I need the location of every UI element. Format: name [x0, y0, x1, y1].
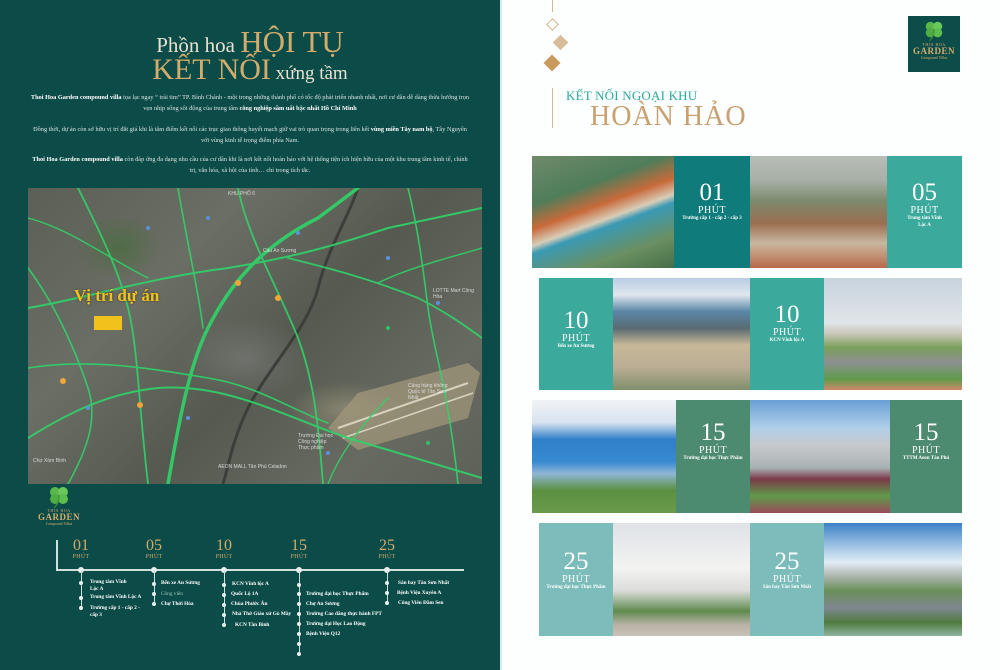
project-location-marker[interactable] [94, 316, 122, 330]
hero-title-plain: Phồn hoa [156, 33, 241, 57]
timeline-item: Trường đại học Thực Phẩm [306, 591, 369, 597]
clover-icon [923, 18, 945, 42]
an-suong-bus-station-photo [613, 278, 750, 390]
tile-place: Trường cấp 1 - cấp 2 - cấp 3 [682, 216, 742, 221]
timeline-dot [297, 652, 301, 656]
timeline-item: Bến xe An Sương [161, 580, 200, 586]
timeline-dot [297, 642, 301, 646]
timeline-dot [385, 591, 389, 595]
hero-title-accent: HỘI TỤ [240, 24, 344, 59]
intro-text: Đồng thời, dự án còn sở hữu vị trí đắt giá khi là tâm điểm kết nối các trục giao thông huyết mạch giữ vai trò quan trọng trong liên kết [33, 126, 371, 133]
timeline-dot [222, 603, 226, 607]
timeline-dot [297, 612, 301, 616]
timeline-item: Chợ Thới Hòa [161, 601, 194, 607]
tile-10-minutes [750, 278, 824, 390]
timeline-item: Công Viên Đầm Sen [398, 600, 444, 606]
timeline-item: Quốc Lộ 1A [231, 591, 259, 597]
tile-place: Trung tâm Vĩnh Lộc A [907, 216, 942, 228]
timeline-stem [224, 570, 225, 626]
stop-unit: PHÚT [215, 554, 233, 560]
tile-unit: PHÚT [561, 333, 591, 344]
timeline-stop-05 [124, 538, 184, 560]
tile-place: Trường đại học Thực Phẩm [546, 585, 606, 590]
tile-15-minutes [676, 400, 750, 513]
logo-sub-text: Compound Villas [920, 56, 948, 60]
timeline-stem [387, 570, 388, 604]
timeline-dot [297, 632, 301, 636]
timeline-stop-01 [51, 538, 111, 560]
timeline-stop-15 [269, 538, 329, 560]
logo-sub-text: Compound Villas [45, 522, 73, 526]
timeline-dot [297, 602, 301, 606]
project-location-label: Vị trí dự án [74, 286, 160, 305]
tile-25-minutes [750, 523, 824, 636]
timeline-item: Chợ An Sương [306, 601, 340, 607]
vinh-loc-a-city-photo [750, 156, 887, 268]
tile-minutes: 25 [563, 548, 589, 575]
timeline-axis [56, 569, 464, 571]
timeline-dot [152, 602, 156, 606]
timeline-item: Trường cấp 1 - cấp 2 - cấp 3 [90, 605, 140, 618]
stop-unit: PHÚT [290, 554, 308, 560]
intro-brand-name: Thoi Hoa Garden compound villa [32, 156, 123, 163]
timeline-stop-25 [357, 538, 417, 560]
clover-icon [47, 484, 71, 508]
decorative-line [552, 88, 553, 128]
aeon-mall-tan-phu-photo [750, 400, 890, 513]
timeline-item: Trung tâm Vĩnh Lộc A [90, 579, 127, 592]
intro-text: còn đáp ứng đa dạng nhu cầu của cư dân khi là nơi kết nối hoàn hảo với hệ thống tiện ích hiện hữu của một khu trung tâm kinh tế, chính trị, văn hóa, xã hội của tỉnh… chỉ trong tích tắc. [122, 156, 468, 174]
timeline-item: Trường Cao đẳng thực hành FPT [306, 611, 382, 617]
logo-main-text: GARDEN [912, 46, 955, 56]
map-place-label: Cảng hàng không Quốc tế Tân Sơn Nhất [408, 383, 448, 401]
map-place-label: Chợ Xóm Bình [33, 458, 67, 464]
timeline-dot [297, 592, 301, 596]
tile-unit: PHÚT [911, 445, 941, 456]
tile-01-minutes [674, 156, 750, 268]
airport-runway-icon [328, 363, 480, 450]
tile-place: Bến xe An Sương [557, 344, 595, 349]
intro-paragraph-1 [30, 92, 470, 114]
tile-minutes: 10 [774, 301, 800, 328]
timeline-dot [79, 581, 83, 585]
logo-small-text: THOI HOA [922, 42, 946, 47]
school-aerial-photo [532, 156, 674, 268]
tile-place: KCN Vĩnh lộc A [769, 338, 805, 343]
timeline-item: Chùa Phước Ân [231, 601, 268, 607]
timeline-item: KCN Vĩnh lộc A [232, 581, 269, 587]
hospital-building-photo [613, 523, 750, 636]
diamond-outline-icon [546, 18, 559, 31]
intro-paragraph-2 [30, 124, 470, 146]
hero-title-plain: xứng tầm [270, 63, 348, 84]
stop-minutes: 15 [291, 537, 307, 554]
timeline-dot [297, 583, 301, 587]
map-place-label: KHU PHỐ 6 [228, 191, 255, 197]
tile-place: Trường đại học Thực Phẩm [683, 456, 743, 461]
timeline-stem [154, 570, 155, 602]
tile-place: Sân bay Tân Sơn Nhất [762, 585, 812, 590]
map-place-label: Trường Đại học Công nghiệp Thực phẩm [298, 433, 334, 451]
timeline-stem [81, 570, 82, 608]
timeline-item: KCN Tân Bình [235, 622, 270, 628]
logo-small-text: THOI HOA [47, 508, 71, 513]
timeline-dot [152, 582, 156, 586]
map-place-label: Cầu An Sương [263, 248, 297, 254]
timeline-dot [222, 613, 226, 617]
section-subheading: KẾT NỐI NGOẠI KHU [566, 88, 698, 103]
timeline-dot [222, 583, 226, 587]
timeline-item: Bệnh Viện Q12 [306, 631, 341, 637]
tile-10-minutes [539, 278, 613, 390]
vinh-loc-industrial-park-photo [824, 278, 962, 390]
timeline-item: Trường đại Học Lao Động [306, 621, 366, 627]
tile-unit: PHÚT [910, 205, 939, 216]
intro-text: , Tây Nguyên với vùng kinh tế trọng điểm phía Nam. [200, 126, 467, 144]
timeline-brand-logo [34, 484, 84, 526]
right-page [500, 0, 1000, 670]
stop-unit: PHÚT [145, 554, 163, 560]
timeline-dot [79, 606, 83, 610]
tile-unit: PHÚT [561, 574, 591, 585]
timeline-stop-10 [194, 538, 254, 560]
tile-minutes: 25 [774, 548, 800, 575]
tile-minutes: 10 [563, 307, 589, 334]
stop-minutes: 10 [216, 537, 232, 554]
timeline-item: Công viên [161, 591, 183, 597]
tile-place: TTTM Aeon Tân Phú [902, 456, 950, 461]
timeline-dot [222, 593, 226, 597]
diamond-light-icon [553, 35, 569, 51]
timeline-dot [79, 596, 83, 600]
tile-unit: PHÚT [697, 205, 727, 216]
tile-unit: PHÚT [772, 574, 802, 585]
timeline-dot [297, 622, 301, 626]
timeline-item: Bệnh Viện Xuyên A [397, 590, 442, 596]
decorative-line [552, 0, 553, 12]
tile-unit: PHÚT [698, 445, 728, 456]
intro-text: tọa lạc ngay “ trái tim” TP. Bình Chánh - một trong những thành phố có tốc độ phát triển nhanh nhất, nơi cư dân dễ dàng thừa hưởng trọn vẹn nhịp sống sôi động của trung tâm [121, 94, 470, 112]
tile-unit: PHÚT [772, 327, 802, 338]
logo-main-text: GARDEN [37, 512, 80, 522]
tile-minutes: 01 [699, 179, 725, 206]
map-place-label: AEON MALL Tân Phú Celadon [218, 464, 287, 470]
timeline-dot [385, 601, 389, 605]
intro-paragraph-3 [30, 154, 470, 176]
brand-logo [908, 16, 960, 72]
stop-unit: PHÚT [72, 554, 90, 560]
stop-minutes: 25 [379, 537, 395, 554]
timeline-dot [222, 623, 226, 627]
location-map[interactable] [28, 188, 482, 484]
diamond-gold-icon [544, 55, 561, 72]
hero-title-line-2 [0, 53, 500, 87]
intro-brand-name: Thoi Hoa Garden compound villa [30, 94, 122, 101]
timeline-item: Trung tâm Vĩnh Lộc A [90, 594, 142, 600]
timeline-item: Sân bay Tân Sơn Nhất [398, 580, 450, 586]
tan-son-nhat-airport-photo [824, 523, 962, 636]
hero-title-accent: KẾT NỐI [152, 53, 271, 86]
map-roads-overlay [28, 188, 482, 484]
section-heading: HOÀN HẢO [590, 101, 747, 132]
stop-minutes: 01 [73, 537, 89, 554]
timeline-item: Nhà Thờ Giáo xứ Gò Mây [232, 611, 292, 617]
intro-highlight: vùng miền Tây nam bộ [370, 126, 433, 133]
timeline-dot [152, 592, 156, 596]
map-place-label: LOTTE Mart Cộng Hòa [433, 288, 474, 300]
stop-minutes: 05 [146, 537, 162, 554]
tile-15-minutes [890, 400, 962, 513]
tile-05-minutes [887, 156, 962, 268]
stop-unit: PHÚT [378, 554, 396, 560]
timeline-dot [385, 581, 389, 585]
tile-25-minutes [539, 523, 613, 636]
tile-minutes: 15 [913, 419, 939, 446]
food-industry-university-photo [532, 400, 676, 513]
intro-highlight: công nghiệp sầm uất bậc nhất Hồ Chí Minh [239, 105, 357, 112]
tile-minutes: 15 [700, 419, 726, 446]
tile-minutes: 05 [912, 179, 937, 206]
